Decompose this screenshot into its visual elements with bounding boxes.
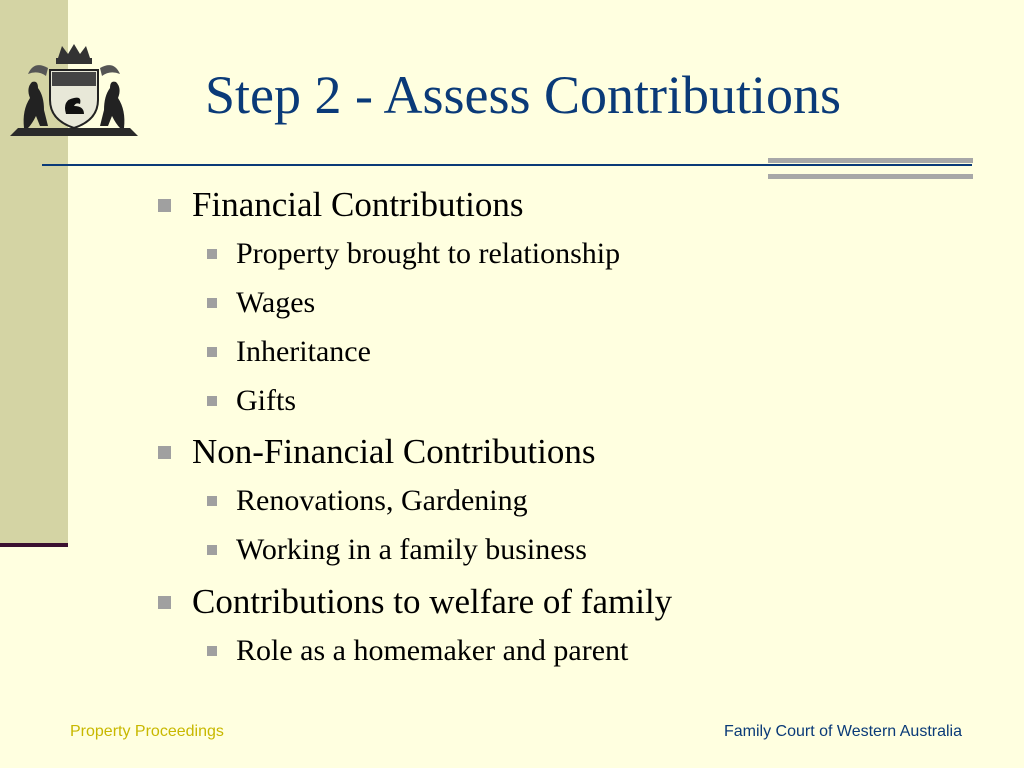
square-bullet-icon — [158, 596, 171, 609]
square-bullet-icon — [207, 545, 217, 555]
footer-presentation-title: Property Proceedings — [70, 723, 224, 740]
title-divider — [42, 164, 972, 166]
bullet-item — [158, 432, 595, 472]
square-bullet-icon — [158, 199, 171, 212]
square-bullet-icon — [207, 347, 217, 357]
square-bullet-icon — [207, 298, 217, 308]
sub-bullet-text: Property brought to relationship — [236, 237, 621, 270]
decorative-rule-bottom — [768, 174, 973, 179]
sub-bullet-item — [207, 484, 528, 518]
slide-title: Step 2 - Assess Contributions — [205, 65, 842, 125]
bullet-item — [158, 582, 672, 622]
decorative-rule-top — [768, 158, 973, 163]
sub-bullet-item — [207, 237, 620, 271]
square-bullet-icon — [207, 646, 217, 656]
sub-bullet-item — [207, 286, 315, 320]
left-accent-underline — [0, 543, 68, 547]
square-bullet-icon — [158, 446, 171, 459]
bullet-text: Financial Contributions — [192, 185, 524, 224]
sub-bullet-item — [207, 634, 628, 668]
sub-bullet-text: Role as a homemaker and parent — [236, 634, 629, 667]
sub-bullet-item — [207, 384, 296, 418]
sub-bullet-text: Renovations, Gardening — [236, 484, 528, 517]
square-bullet-icon — [207, 396, 217, 406]
bullet-text: Contributions to welfare of family — [192, 582, 673, 621]
footer-organization: Family Court of Western Australia — [723, 723, 962, 740]
sub-bullet-text: Working in a family business — [236, 533, 587, 566]
sub-bullet-text: Inheritance — [236, 335, 371, 368]
sub-bullet-text: Gifts — [236, 384, 296, 417]
sub-bullet-item — [207, 533, 587, 567]
sub-bullet-text: Wages — [236, 286, 316, 319]
sub-bullet-item — [207, 335, 371, 369]
bullet-item — [158, 185, 524, 225]
bullet-text: Non-Financial Contributions — [192, 432, 596, 471]
square-bullet-icon — [207, 496, 217, 506]
square-bullet-icon — [207, 249, 217, 259]
coat-of-arms-icon — [4, 40, 144, 140]
